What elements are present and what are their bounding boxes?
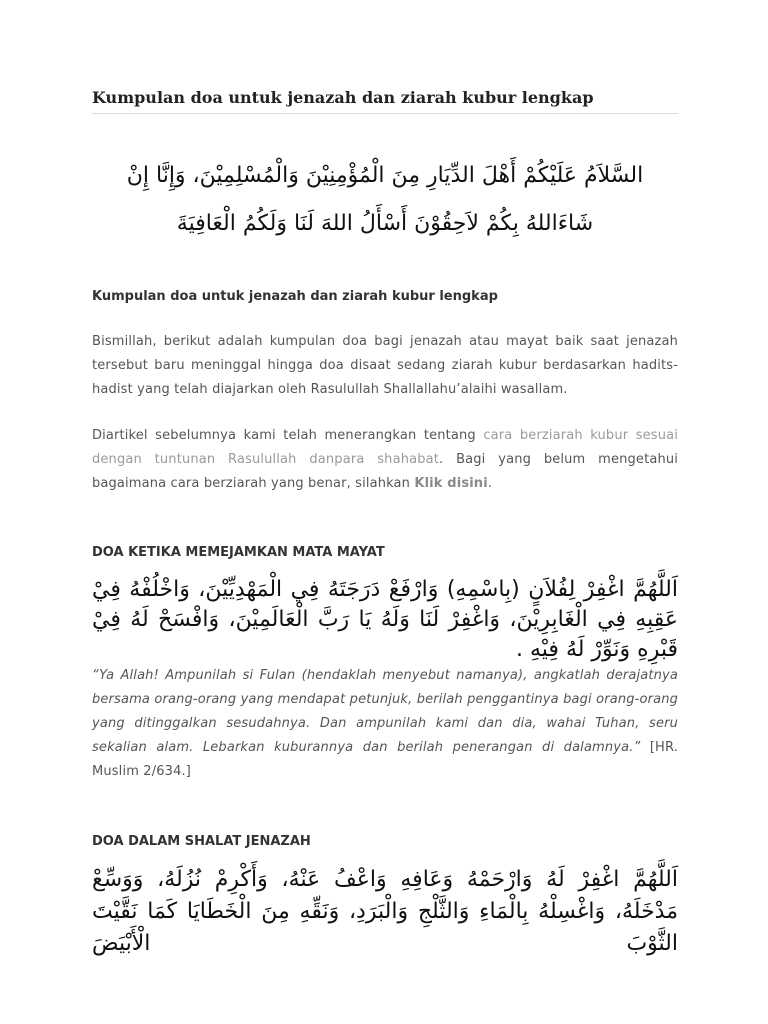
klik-disini-link[interactable]: Klik disini: [414, 476, 488, 491]
reference-text-middle: . Bagi yang belum mengetahui bagaimana cara berziarah yang benar, silahkan: [92, 452, 678, 491]
intro-arabic-prayer: السَّلاَمُ عَلَيْكُمْ أَهْلَ الدِّيَارِ مِنَ الْمُؤْمِنِيْنَ وَالْمُسْلِمِيْنَ، وَإِنَّا إِنْ شَاءَاللهُ بِكُمْ لاَحِقُوْنَ أَسْأَلُ اللهَ لَنَا وَلَكُمُ الْعَافِيَةَ: [126, 163, 644, 236]
translation-text: “Ya Allah! Ampunilah si Fulan (hendaklah menyebut namanya), angkatlah derajatnya bersama orang-orang yang mendapat petunjuk, berilah penggantinya bagi orang-orang yang ditinggalkan sesudahnya. Dan ampunilah kami dan dia, wahai Tuhan, seru sekalian alam. Lebarkan kuburannya dan berilah penerangan di dalamnya.”: [92, 668, 678, 755]
reference-paragraph: [92, 424, 678, 496]
section-heading-shalat-jenazah: DOA DALAM SHALAT JENAZAH: [92, 834, 311, 849]
article-subtitle: Kumpulan doa untuk jenazah dan ziarah kubur lengkap: [92, 289, 498, 304]
arabic-prayer-memejamkan: اَللَّهُمَّ اغْفِرْ لِفُلاَنٍ (بِاسْمِهِ) وَارْفَعْ دَرَجَتَهُ فِي الْمَهْدِيِّيْنَ، وَاخْلُفْهُ فِيْ عَقِبِهِ فِي الْغَابِرِيْنَ، وَاغْفِرْ لَنَا وَلَهُ يَا رَبَّ الْعَالَمِيْنَ، وَافْسَحْ لَهُ فِيْ قَبْرِهِ وَنَوِّرْ لَهُ فِيْهِ .: [92, 577, 678, 662]
article-title: Kumpulan doa untuk jenazah dan ziarah kubur lengkap: [92, 88, 594, 107]
translation-memejamkan: [92, 664, 678, 784]
arabic-prayer-shalat-jenazah: اَللَّهُمَّ اغْفِرْ لَهُ وَارْحَمْهُ وَعَافِهِ وَاعْفُ عَنْهُ، وَأَكْرِمْ نُزُلَهُ، وَوَسِّعْ مَدْخَلَهُ، وَاغْسِلْهُ بِالْمَاءِ وَالثَّلْجِ وَالْبَرَدِ، وَنَقِّهِ مِنَ الْخَطَايَا كَمَا نَقَّيْتَ الثَّوْبَ الْأَبْيَضَ: [92, 867, 678, 956]
hadith-source: [HR. Muslim 2/634.]: [92, 740, 678, 779]
section-heading-memejamkan: DOA KETIKA MEMEJAMKAN MATA MAYAT: [92, 545, 385, 560]
title-divider: [92, 113, 678, 114]
intro-paragraph: Bismillah, berikut adalah kumpulan doa bagi jenazah atau mayat baik saat jenazah tersebut baru meninggal hingga doa disaat sedang ziarah kubur berdasarkan hadits-hadist yang telah diajarkan oleh Rasulullah Shallallahu’alaihi wasallam.: [92, 334, 678, 397]
ziarah-guide-link[interactable]: cara berziarah kubur sesuai dengan tuntunan Rasulullah danpara shahabat: [92, 428, 678, 467]
reference-text-end: .: [487, 476, 493, 491]
reference-text-start: Diartikel sebelumnya kami telah menerangkan tentang: [92, 428, 484, 443]
